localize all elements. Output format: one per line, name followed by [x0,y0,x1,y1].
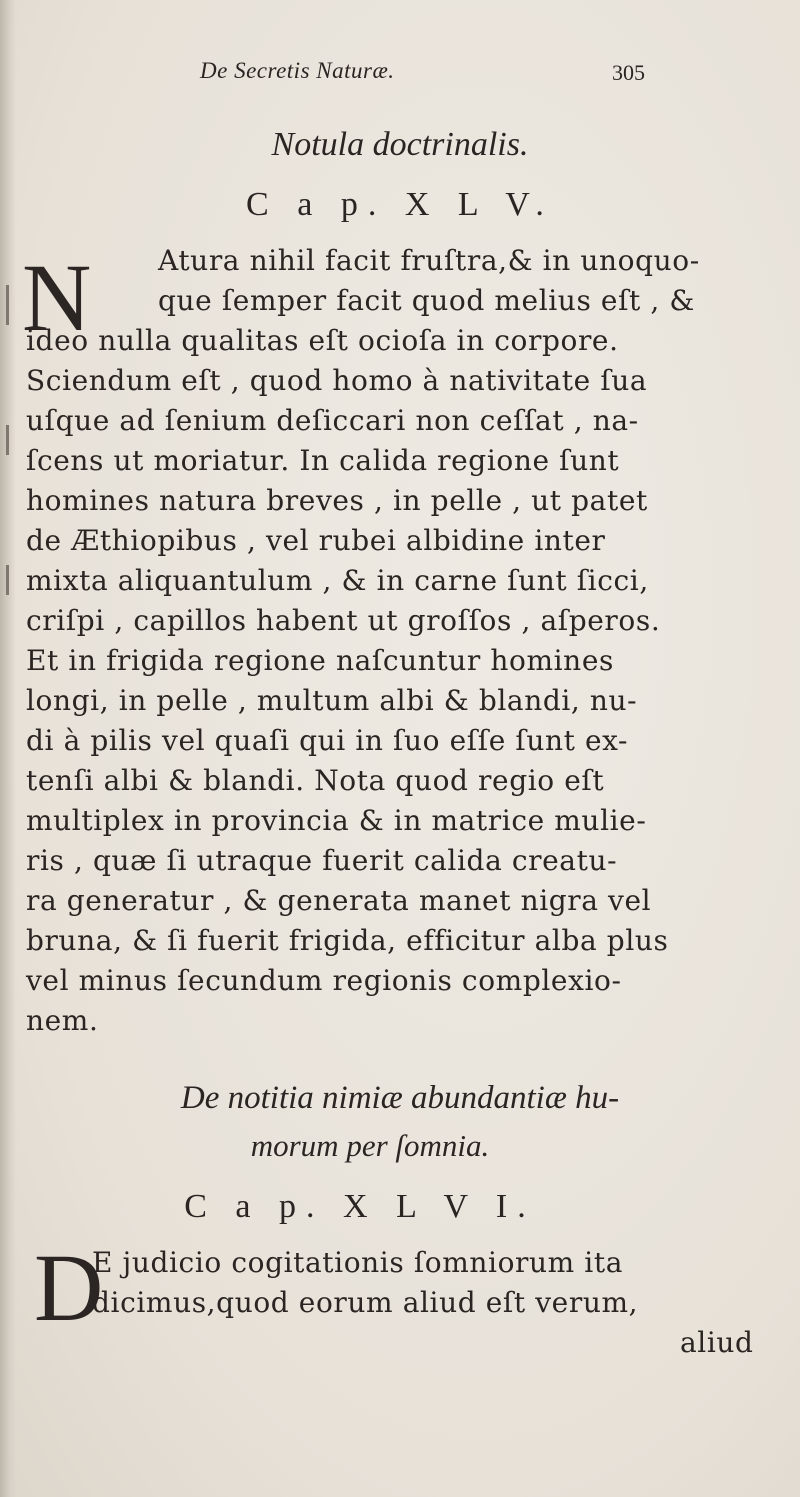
text-line: de Æthiopibus , vel rubei albidine inter [26,524,606,557]
text-line: que ſemper facit quod melius eſt , & [158,284,695,317]
section-heading: Notula doctrinalis. [271,126,529,163]
section-heading-continued: morum per ſomnia. [250,1128,490,1163]
text-line: nem. [26,1004,99,1037]
text-line: Et in frigida regione naſcuntur homines [26,644,614,677]
text-line: aliud [680,1326,754,1359]
text-line: ris , quæ ſi utraque fuerit calida creatu- [26,844,618,877]
text-line: homines natura breves , in pelle , ut patet [26,484,648,517]
text-line: mixta aliquantulum , & in carne ſunt ſicci, [26,564,649,597]
margin-mark [6,285,9,325]
page-number: 305 [612,60,645,85]
text-line: uſque ad ſenium deſiccari non ceſſat , na- [26,404,639,437]
margin-mark [6,565,9,595]
running-head-title: De Secretis Naturæ. [200,58,395,83]
page-gutter [0,0,16,1497]
text-line: di à pilis vel quaſi qui in ſuo eſſe ſunt ex- [26,724,629,757]
drop-capital: D [34,1234,104,1341]
chapter-label: C a p. X L V. [246,186,554,223]
text-line: E judicio cogitationis ſomniorum ita [92,1246,624,1279]
drop-capital: N [22,244,92,351]
text-line: Atura nihil facit fruſtra,& in unoquo- [158,244,700,277]
text-line: vel minus ſecundum regionis complexio- [26,964,622,997]
text-line: tenſi albi & blandi. Nota quod regio eſt [26,764,605,797]
text-line: multiplex in provincia & in matrice mulie- [26,804,647,837]
text-line: bruna, & ſi fuerit frigida, efficitur alba plus [26,924,669,957]
text-line: longi, in pelle , multum albi & blandi, nu- [26,684,638,717]
text-line: criſpi , capillos habent ut groſſos , aſperos. [26,604,661,637]
margin-mark [6,425,9,455]
text-line: dicimus,quod eorum aliud eſt verum, [92,1286,639,1319]
text-line: ideo nulla qualitas eſt ocioſa in corpore. [26,324,619,357]
running-head [0,58,800,92]
text-line: Sciendum eſt , quod homo à nativitate ſua [26,364,648,397]
section-heading: De notitia nimiæ abundantiæ hu- [180,1080,620,1116]
text-line: ra generatur , & generata manet nigra vel [26,884,652,917]
chapter-label: C a p. X L V I. [184,1188,536,1225]
text-line: ſcens ut moriatur. In calida regione ſunt [26,444,620,477]
